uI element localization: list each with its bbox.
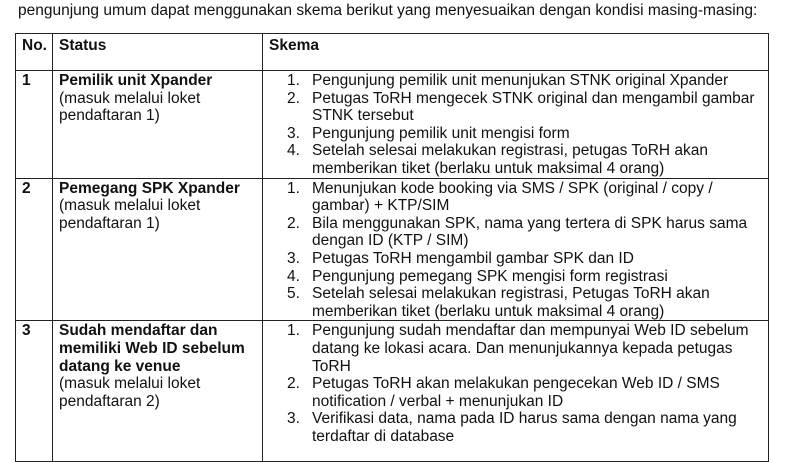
step-text: Pengunjung pemegang SPK mengisi form registrasi (312, 267, 668, 285)
step-number: 1. (287, 322, 300, 340)
step-number: 5. (287, 285, 300, 303)
step-text: Petugas ToRH mengambil gambar SPK dan ID (312, 249, 634, 267)
step-text: Menunjukan kode booking via SMS / SPK (original / copy / gambar) + KTP/SIM (312, 179, 713, 215)
status-note: (masuk melalui loket pendaftaran 2) (59, 375, 201, 410)
scheme-step (263, 375, 768, 410)
step-number: 4. (287, 267, 300, 285)
step-number: 2. (287, 375, 300, 393)
scheme-step (263, 250, 768, 268)
scheme-steps-list (263, 321, 768, 445)
step-number: 3. (287, 249, 300, 267)
scheme-step (263, 322, 768, 375)
scheme-steps-list (263, 179, 768, 321)
scheme-step (263, 215, 768, 250)
status-title: Pemegang SPK Xpander (59, 179, 240, 197)
step-number: 1. (287, 72, 300, 89)
table-row (16, 71, 769, 179)
header-scheme: Skema (269, 37, 319, 54)
scheme-steps-list (263, 71, 768, 178)
step-number: 2. (287, 89, 300, 107)
scheme-cell (263, 321, 769, 462)
scheme-step (263, 180, 768, 215)
header-no-cell (16, 34, 53, 71)
table-row (16, 178, 769, 321)
step-text: Setelah selesai melakukan registrasi, petugas ToRH akan memberikan tiket (berlaku untuk maksimal 4 orang) (312, 142, 709, 177)
step-number: 4. (287, 142, 300, 160)
step-text: Pengunjung pemilik unit menunjukan STNK original Xpander (312, 72, 729, 89)
row-number-cell (16, 321, 53, 462)
status-title: Pemilik unit Xpander (59, 72, 213, 89)
step-number: 2. (287, 214, 300, 232)
row-number: 2 (22, 179, 31, 197)
registration-scheme-table (15, 33, 769, 462)
scheme-step (263, 142, 768, 177)
scheme-cell (263, 71, 769, 179)
step-number: 3. (287, 410, 300, 428)
header-no: No. (22, 37, 47, 54)
scheme-step (263, 125, 768, 143)
status-cell (53, 178, 263, 321)
scheme-cell (263, 178, 769, 321)
row-number-cell (16, 178, 53, 321)
step-number: 1. (287, 179, 300, 197)
header-status: Status (59, 37, 107, 54)
step-text: Setelah selesai melakukan registrasi, Petugas ToRH akan memberikan tiket (berlaku untuk maksimal 4 orang) (312, 285, 710, 320)
scheme-step (263, 410, 768, 445)
row-number-cell (16, 71, 53, 179)
scheme-step (263, 285, 768, 320)
intro-paragraph: pengunjung umum dapat menggunakan skema berikut yang menyesuaikan dengan kondisi masing-masing: (18, 2, 758, 19)
status-title: Sudah mendaftar dan memiliki Web ID sebelum datang ke venue (59, 322, 245, 375)
status-note: (masuk melalui loket pendaftaran 1) (59, 197, 201, 232)
step-text: Pengunjung pemilik unit mengisi form (312, 124, 570, 142)
header-status-cell (53, 34, 263, 71)
step-text: Bila menggunakan SPK, nama yang tertera di SPK harus sama dengan ID (KTP / SIM) (312, 214, 748, 250)
status-note: (masuk melalui loket pendaftaran 1) (59, 89, 201, 125)
table-row (16, 321, 769, 462)
row-number: 1 (22, 72, 31, 89)
step-text: Pengunjung sudah mendaftar dan mempunyai Web ID sebelum datang ke lokasi acara. Dan menunjukannya kepada petugas ToRH (312, 322, 749, 375)
step-text: Petugas ToRH akan melakukan pengecekan Web ID / SMS notification / verbal + menunjukan ID (312, 375, 720, 410)
table-header-row (16, 34, 769, 71)
header-scheme-cell (263, 34, 769, 71)
scheme-step (263, 72, 768, 90)
scheme-step (263, 90, 768, 125)
status-cell (53, 321, 263, 462)
step-text: Verifikasi data, nama pada ID harus sama dengan nama yang terdaftar di database (312, 410, 737, 445)
scheme-step (263, 268, 768, 286)
step-number: 3. (287, 124, 300, 142)
status-cell (53, 71, 263, 179)
step-text: Petugas ToRH mengecek STNK original dan mengambil gambar STNK tersebut (312, 89, 755, 125)
row-number: 3 (22, 322, 31, 340)
